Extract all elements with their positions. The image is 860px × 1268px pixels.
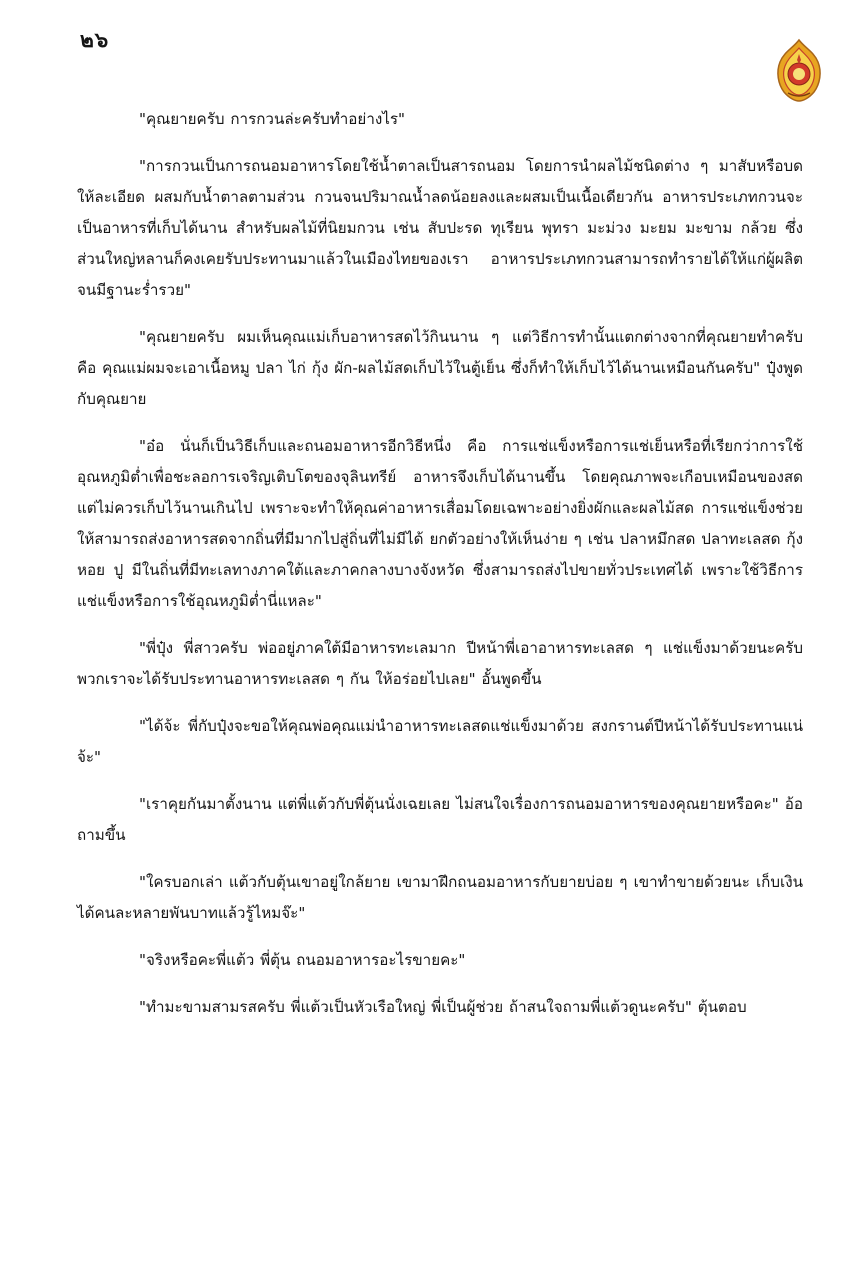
paragraph: "ใครบอกเล่า แต้วกับตุ้นเขาอยู่ใกล้ยาย เขามาฝึกถนอมอาหารกับยายบ่อย ๆ เขาทำขายด้วยนะ เก็บเงินได้คนละหลายพันบาทแล้วรู้ไหมจ๊ะ" bbox=[77, 873, 803, 922]
school-crest-emblem-icon bbox=[774, 38, 824, 102]
paragraph: "คุณยายครับ การกวนล่ะครับทำอย่างไร" bbox=[139, 110, 406, 128]
paragraph: "ทำมะขามสามรสครับ พี่แต้วเป็นหัวเรือใหญ่ พี่เป็นผู้ช่วย ถ้าสนใจถามพี่แต้วดูนะครับ" ตุ้นตอบ bbox=[139, 998, 747, 1016]
paragraph: "เราคุยกันมาตั้งนาน แต่พี่แต้วกับพี่ตุ้นนั่งเฉยเลย ไม่สนใจเรื่องการถนอมอาหารของคุณยายหรือคะ" อ้อถามขึ้น bbox=[77, 795, 803, 844]
page-number: ๒๖ bbox=[80, 28, 110, 52]
paragraph: "อ๋อ นั่นก็เป็นวิธีเก็บและถนอมอาหารอีกวิธีหนึ่ง คือ การแช่แข็งหรือการแช่เย็นหรือที่เรียกว่าการใช้อุณหภูมิต่ำเพื่อชะลอการเจริญเติบโตของจุลินทรีย์ อาหารจึงเก็บได้นานขึ้น โดยคุณภาพจะเกือบเหมือนของสด แต่ไม่ควรเก็บไว้นานเกินไป เพราะจะทำให้คุณค่าอาหารเสื่อมโดยเฉพาะอย่างยิ่งผักและผลไม้สด การแช่แข็งช่วยให้สามารถส่งอาหารสดจากถิ่นที่มีมากไปสู่ถิ่นที่ไม่มีได้ ยกตัวอย่างให้เห็นง่าย ๆ เช่น ปลาหมึกสด ปลาทะเลสด กุ้ง หอย ปู มีในถิ่นที่มีทะเลทางภาคใต้และภาคกลางบางจังหวัด ซึ่งสามารถส่งไปขายทั่วประเทศได้ เพราะใช้วิธีการแช่แข็งหรือการใช้อุณหภูมิต่ำนี่แหละ" bbox=[77, 437, 803, 610]
paragraph: "การกวนเป็นการถนอมอาหารโดยใช้น้ำตาลเป็นสารถนอม โดยการนำผลไม้ชนิดต่าง ๆ มาสับหรือบดให้ละเอียด ผสมกับน้ำตาลตามส่วน กวนจนปริมาณน้ำลดน้อยลงและผสมเป็นเนื้อเดียวกัน อาหารประเภทกวนจะเป็นอาหารที่เก็บได้นาน สำหรับผลไม้ที่นิยมกวน เช่น สับปะรด ทุเรียน พุทรา มะม่วง มะยม มะขาม กล้วย ซึ่งส่วนใหญ่หลานก็คงเคยรับประทานมาแล้วในเมืองไทยของเรา อาหารประเภทกวนสามารถทำรายได้ให้แก่ผู้ผลิตจนมีฐานะร่ำรวย" bbox=[77, 157, 803, 299]
paragraph: "คุณยายครับ ผมเห็นคุณแม่เก็บอาหารสดไว้กินนาน ๆ แต่วิธีการทำนั้นแตกต่างจากที่คุณยายทำครับ คือ คุณแม่ผมจะเอาเนื้อหมู ปลา ไก่ กุ้ง ผัก-ผลไม้สดเก็บไว้ในตู้เย็น ซึ่งก็ทำให้เก็บไว้ได้นานเหมือนกันครับ" ปุ๋งพูดกับคุณยาย bbox=[77, 328, 803, 408]
paragraph: "ได้จ้ะ พี่กับปุ๋งจะขอให้คุณพ่อคุณแม่นำอาหารทะเลสดแช่แข็งมาด้วย สงกรานต์ปีหน้าได้รับประทานแน่จ้ะ" bbox=[77, 717, 803, 766]
paragraph: "จริงหรือคะพี่แต้ว พี่ตุ้น ถนอมอาหารอะไรขายคะ" bbox=[139, 951, 466, 969]
paragraph: "พี่ปุ๋ง พี่สาวครับ พ่ออยู่ภาคใต้มีอาหารทะเลมาก ปีหน้าพี่เอาอาหารทะเลสด ๆ แช่แข็งมาด้วยนะครับ พวกเราจะได้รับประทานอาหารทะเลสด ๆ กัน ให้อร่อยไปเลย" อั้นพูดขึ้น bbox=[77, 639, 803, 688]
page-body bbox=[77, 104, 803, 1039]
